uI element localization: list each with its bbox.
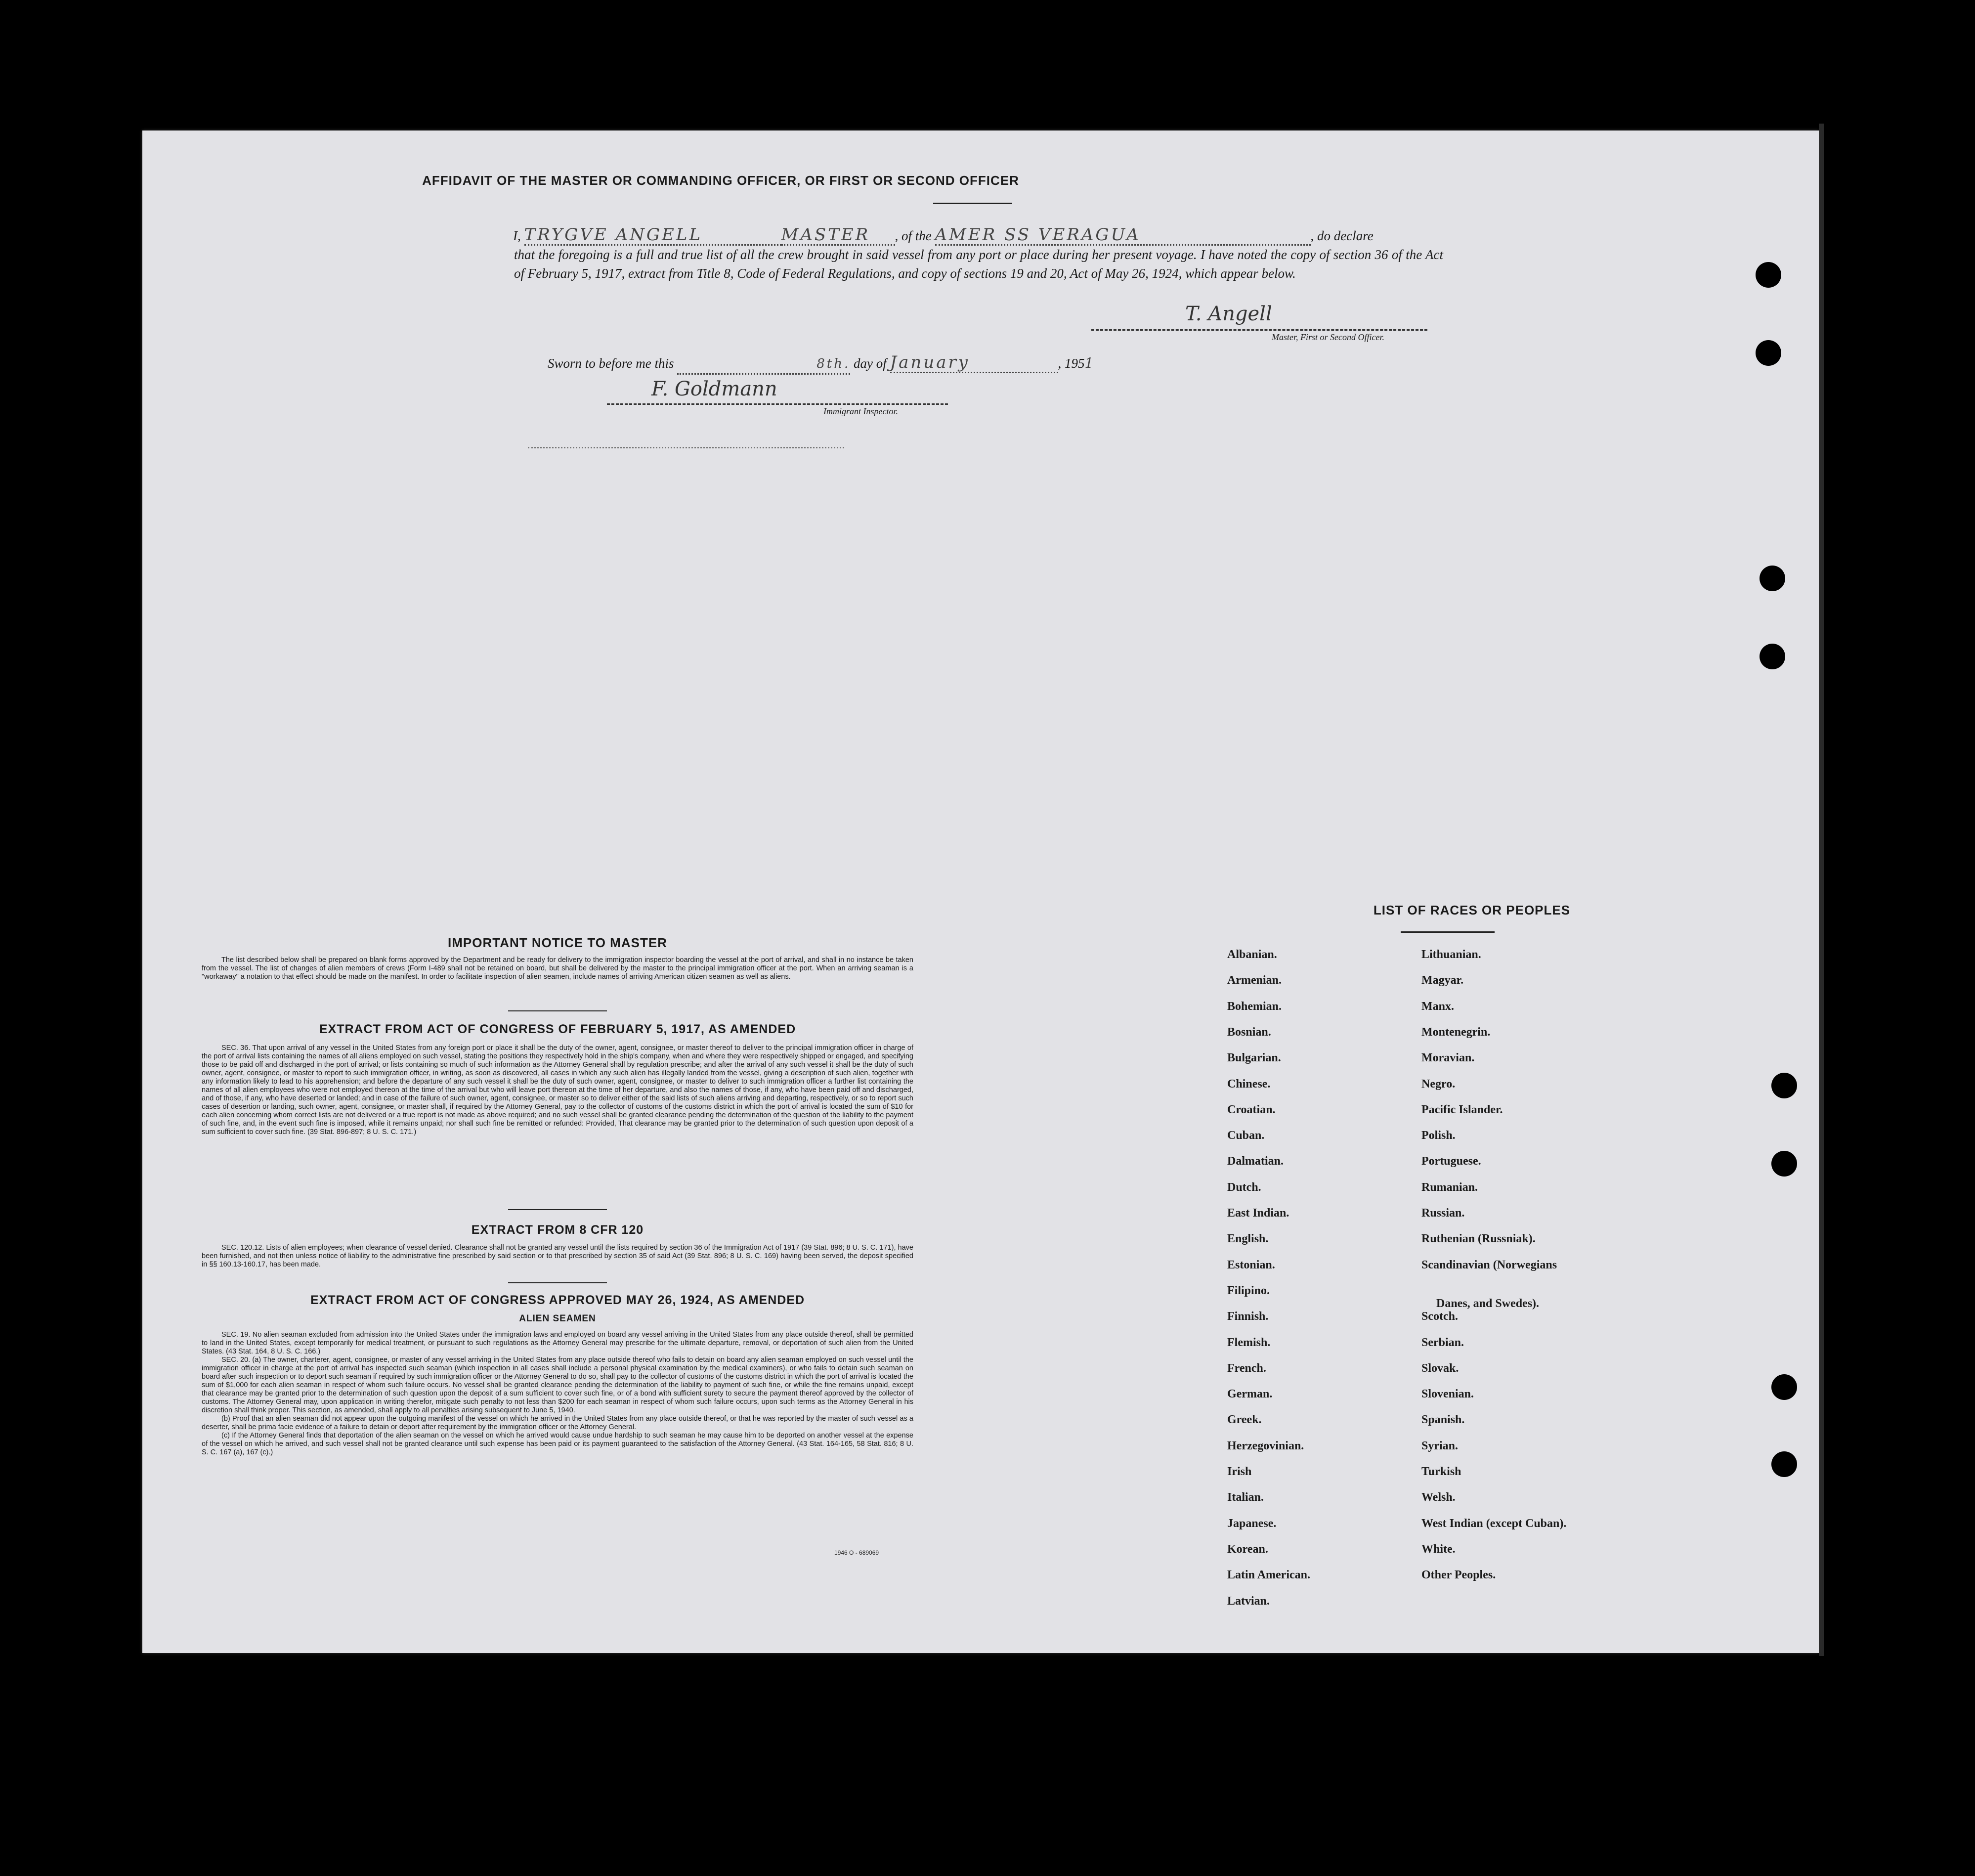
notice-text [202,956,913,981]
race-item: Italian. [1227,1491,1264,1504]
affidavit-body: that the foregoing is a full and true list of all the crew brought in said vessel from any port or place during her present voyage. I have noted the copy of section 36 of the Act of February 5, 1917, extract from Title 8, Code of Federal Regulations, and copy of sections 19 and 20, Act of May 26, 1924, which appear below. [514,247,1443,281]
race-item: West Indian (except Cuban). [1421,1517,1567,1530]
stray-dots [528,447,844,448]
race-item: Moravian. [1421,1051,1475,1065]
alien-seamen-subtitle: ALIEN SEAMEN [519,1313,596,1324]
race-item: Korean. [1227,1542,1268,1556]
race-item: English. [1227,1232,1269,1246]
sworn-label: Sworn to before me this [548,356,674,371]
race-item: East Indian. [1227,1207,1289,1220]
sworn-line [548,353,1289,375]
race-item: Albanian. [1227,948,1277,961]
race-item: Bulgarian. [1227,1051,1281,1065]
race-item: Serbian. [1421,1336,1464,1349]
notice-rule [508,1010,607,1011]
race-item: Flemish. [1227,1336,1271,1349]
race-item: Filipino. [1227,1284,1270,1297]
race-item: Turkish [1421,1465,1461,1478]
inspector-caption: Immigrant Inspector. [823,406,898,416]
race-item: Chinese. [1227,1077,1271,1091]
master-caption: Master, First or Second Officer. [1272,332,1384,342]
sworn-month: January [890,353,1058,373]
affidavit-first-line [513,225,1477,246]
races-rule [1401,931,1495,933]
punch-hole [1771,1374,1797,1400]
race-item: Slovenian. [1421,1388,1474,1401]
punch-hole [1756,340,1781,366]
race-item: Scotch. [1421,1310,1458,1323]
sworn-year-digit: 1 [1084,355,1096,371]
race-item: French. [1227,1361,1266,1375]
paper-edge-shadow [1819,124,1824,1656]
race-item: Cuban. [1227,1129,1265,1142]
race-item: Finnish. [1227,1310,1269,1323]
race-item: Latvian. [1227,1594,1270,1608]
race-item: White. [1421,1542,1456,1556]
race-item: Dutch. [1227,1180,1261,1194]
race-item: Lithuanian. [1421,948,1481,961]
punch-hole [1771,1073,1797,1098]
race-item: Scandinavian (Norwegians [1421,1258,1557,1271]
vessel-name: AMER SS VERAGUA [935,225,1311,246]
master-rank: MASTER [781,225,895,246]
races-title: LIST OF RACES OR PEOPLES [1373,903,1571,917]
race-item: Danes, and Swedes). [1436,1297,1540,1310]
race-item: Japanese. [1227,1517,1277,1530]
inspector-signature: F. Goldmann [651,378,777,400]
punch-hole [1771,1151,1797,1177]
of-the-label: , of the [895,228,932,243]
section-36-paragraph: SEC. 36. That upon arrival of any vessel in the United States from any foreign port or place it shall be the duty of the owner, agent, consignee, or master thereof to deliver to the principal immigration officer in charge of the port of arrival lists containing the names of all aliens employed on such vessel, stating the positions they respectively hold in the ship's company, when and where they were respectively shipped or engaged, and specifying those to be paid off and discharged in the port of arrival; or lists containing so much of such information as the Attorney General shall by regulation prescribe; and after the arrival of any such vessel it shall be the duty of such owner, agent, consignee, or master to report to such immigration officer, in writing, as soon as discovered, all cases in which any such alien has illegally landed from the vessel, giving a description of such alien, together with any information likely to lead to his apprehension; and before the departure of any such vessel it shall be the duty of such owner, agent, consignee, or master to deliver to such immigration officer a further list containing the names of all alien employees who were not employed thereon at the time of the arrival but who will leave port thereon at the time of her departure, and also the names of those, if any, who have been paid off and discharged, and of those, if any, who have deserted or landed; and in case of the failure of such owner, agent, consignee, or master so to deliver either of the said lists of such aliens arriving and departing, respectively, or so to report such cases of desertion or landing, such owner, agent, consignee, or master shall, if required by the Attorney General, pay to the collector of customs of the customs district in which the port of arrival is located the sum of $10 for each alien concerning whom correct lists are not delivered or a true report is not made as above required; and no such vessel shall be granted clearance pending the determination of the question of the liability to the payment of such fine, and, in the event such fine is imposed, while it remains unpaid; nor shall such fine be remitted or refunded: Provided, That clearance may be granted prior to the determination of such question upon deposit of a sum sufficient to cover such fine. (39 Stat. 896-897; 8 U. S. C. 171.) [202,1044,913,1136]
master-name: TRYGVE ANGELL [524,225,781,246]
race-item: Ruthenian (Russniak). [1421,1232,1536,1246]
extract-1924-text [202,1331,913,1457]
year-prefix: , 195 [1058,356,1085,371]
affidavit-title: AFFIDAVIT OF THE MASTER OR COMMANDING OFFICER, OR FIRST OR SECOND OFFICER [422,173,1019,188]
race-item: Portuguese. [1421,1155,1481,1168]
race-item: Pacific Islander. [1421,1103,1503,1116]
extract-1917-rule [508,1209,607,1210]
master-signature: T. Angell [1185,303,1272,325]
extract-cfr-rule [508,1282,607,1283]
race-item: Russian. [1421,1207,1465,1220]
race-item: Estonian. [1227,1258,1275,1271]
punch-hole [1760,644,1785,669]
race-item: Spanish. [1421,1413,1465,1427]
race-item: Armenian. [1227,974,1282,987]
section-120-paragraph: SEC. 120.12. Lists of alien employees; when clearance of vessel denied. Clearance shall not be granted any vessel until the lists required by section 36 of the Immigration Act of 1917 (39 Stat. 896; 8 U. S. C. 171), have been furnished, and not then unless notice of liability to the administrative fine prescribed by said section or to that prescribed by section 35 of said Act (39 Stat. 896; 8 U. S. C. 169) having been served, the deposit specified in §§ 160.13-160.17, has been made. [202,1244,913,1268]
manifest-page [142,131,1819,1653]
section-20c-paragraph: (c) If the Attorney General finds that deportation of the alien seaman on the vessel on which he arrived would cause undue hardship to such seaman he may cause him to be deported on another vessel at the expense of the vessel on which he arrived, and such vessel shall not be granted clearance until such expense has been paid or its payment guaranteed to the satisfaction of the Attorney General. (43 Stat. 164-165, 58 Stat. 816; 8 U. S. C. 167 (a), 167 (c).) [202,1432,913,1456]
master-signature-line [1091,329,1427,331]
inspector-signature-line [607,403,948,405]
race-item: Other Peoples. [1421,1569,1496,1582]
race-item: Manx. [1421,1000,1454,1013]
race-item: Rumanian. [1421,1180,1478,1194]
punch-hole [1760,566,1785,591]
extract-cfr-text [202,1244,913,1269]
race-item: Montenegrin. [1421,1025,1491,1039]
extract-1917-title: EXTRACT FROM ACT OF CONGRESS OF FEBRUARY 5, 1917, AS AMENDED [319,1022,796,1036]
race-item: Negro. [1421,1077,1456,1091]
i-label: I, [513,228,521,243]
do-declare-label: , do declare [1310,228,1374,243]
race-item: Croatian. [1227,1103,1276,1116]
race-item: Herzegovinian. [1227,1439,1304,1452]
race-item: Bohemian. [1227,1000,1282,1013]
race-item: Slovak. [1421,1361,1459,1375]
sworn-day: 8th. [677,354,850,375]
race-item: Magyar. [1421,974,1464,987]
race-item: Syrian. [1421,1439,1459,1452]
race-item: Bosnian. [1227,1025,1271,1039]
race-item: Irish [1227,1465,1252,1478]
race-item: German. [1227,1388,1273,1401]
extract-cfr-title: EXTRACT FROM 8 CFR 120 [471,1223,644,1237]
race-item: Dalmatian. [1227,1155,1284,1168]
punch-hole [1756,262,1781,288]
print-code: 1946 O - 689069 [834,1549,879,1556]
race-item: Polish. [1421,1129,1456,1142]
race-item: Greek. [1227,1413,1262,1427]
extract-1917-text [202,1044,913,1136]
notice-paragraph: The list described below shall be prepared on blank forms approved by the Department and be ready for delivery to the immigration inspector boarding the vessel at the port of arrival, and shall in no instance be taken from the vessel. The list of changes of alien members of crews (Form I-489 shall not be retained on board, but shall be delivered by the master to the principal immigration officer at the port. When an arriving seaman is a "workaway" a notation to that effect should be made on the manifest. In order to facilitate inspection of alien seamen, include names of arriving American citizen seamen as well as aliens. [202,956,913,981]
notice-title: IMPORTANT NOTICE TO MASTER [448,935,667,950]
section-20b-paragraph: (b) Proof that an alien seaman did not appear upon the outgoing manifest of the vessel on which he arrived in the United States from any place outside thereof, or that he was reported by the master of such vessel as a deserter, shall be prima facie evidence of a failure to detain or deport after requirement by the immigration officer or the Attorney General. [202,1415,913,1431]
day-of-label: day of [854,356,887,371]
race-item: Welsh. [1421,1491,1456,1504]
section-19-paragraph: SEC. 19. No alien seaman excluded from admission into the United States under the immigration laws and employed on board any vessel arriving in the United States from any place outside thereof, shall be permitted to land in the United States, except temporarily for medical treatment, or pursuant to such regulations as the Attorney General may prescribe for the ultimate departure, removal, or deportation of such alien from the United States. (43 Stat. 164, 8 U. S. C. 166.) [202,1331,913,1355]
punch-hole [1771,1451,1797,1477]
extract-1924-title: EXTRACT FROM ACT OF CONGRESS APPROVED MAY 26, 1924, AS AMENDED [310,1293,805,1307]
race-item: Latin American. [1227,1569,1310,1582]
section-20a-paragraph: SEC. 20. (a) The owner, charterer, agent, consignee, or master of any vessel arriving in the United States from any place outside thereof who fails to detain on board any alien seaman employed on such vessel until the immigration officer in charge at the port of arrival has inspected such seaman (which inspection in all cases shall include a personal physical examination by the medical examiners), or who fails to detain such seaman on board after such inspection or to deport such seaman if required by such immigration officer or the Attorney General to do so, shall pay to the collector of customs of the customs district in which the port of arrival is located the sum of $1,000 for each alien seaman in respect of whom such failure occurs. No vessel shall be granted clearance pending the determination of the liability to payment of such fine, or while the fine remains unpaid, except that clearance may be granted prior to the determination of such question upon the deposit of a sum sufficient to cover such fine, or of a bond with sufficient surety to secure the payment thereof approved by the collector of customs. The Attorney General may, upon application in writing therefor, mitigate such penalty to not less than $200 for each seaman in respect of whom such failure occurs, upon such terms as the Attorney General in his discretion shall think proper. This section, as amended, shall apply to all penalties arising subsequent to June 5, 1940. [202,1356,913,1414]
title-rule [933,203,1012,204]
